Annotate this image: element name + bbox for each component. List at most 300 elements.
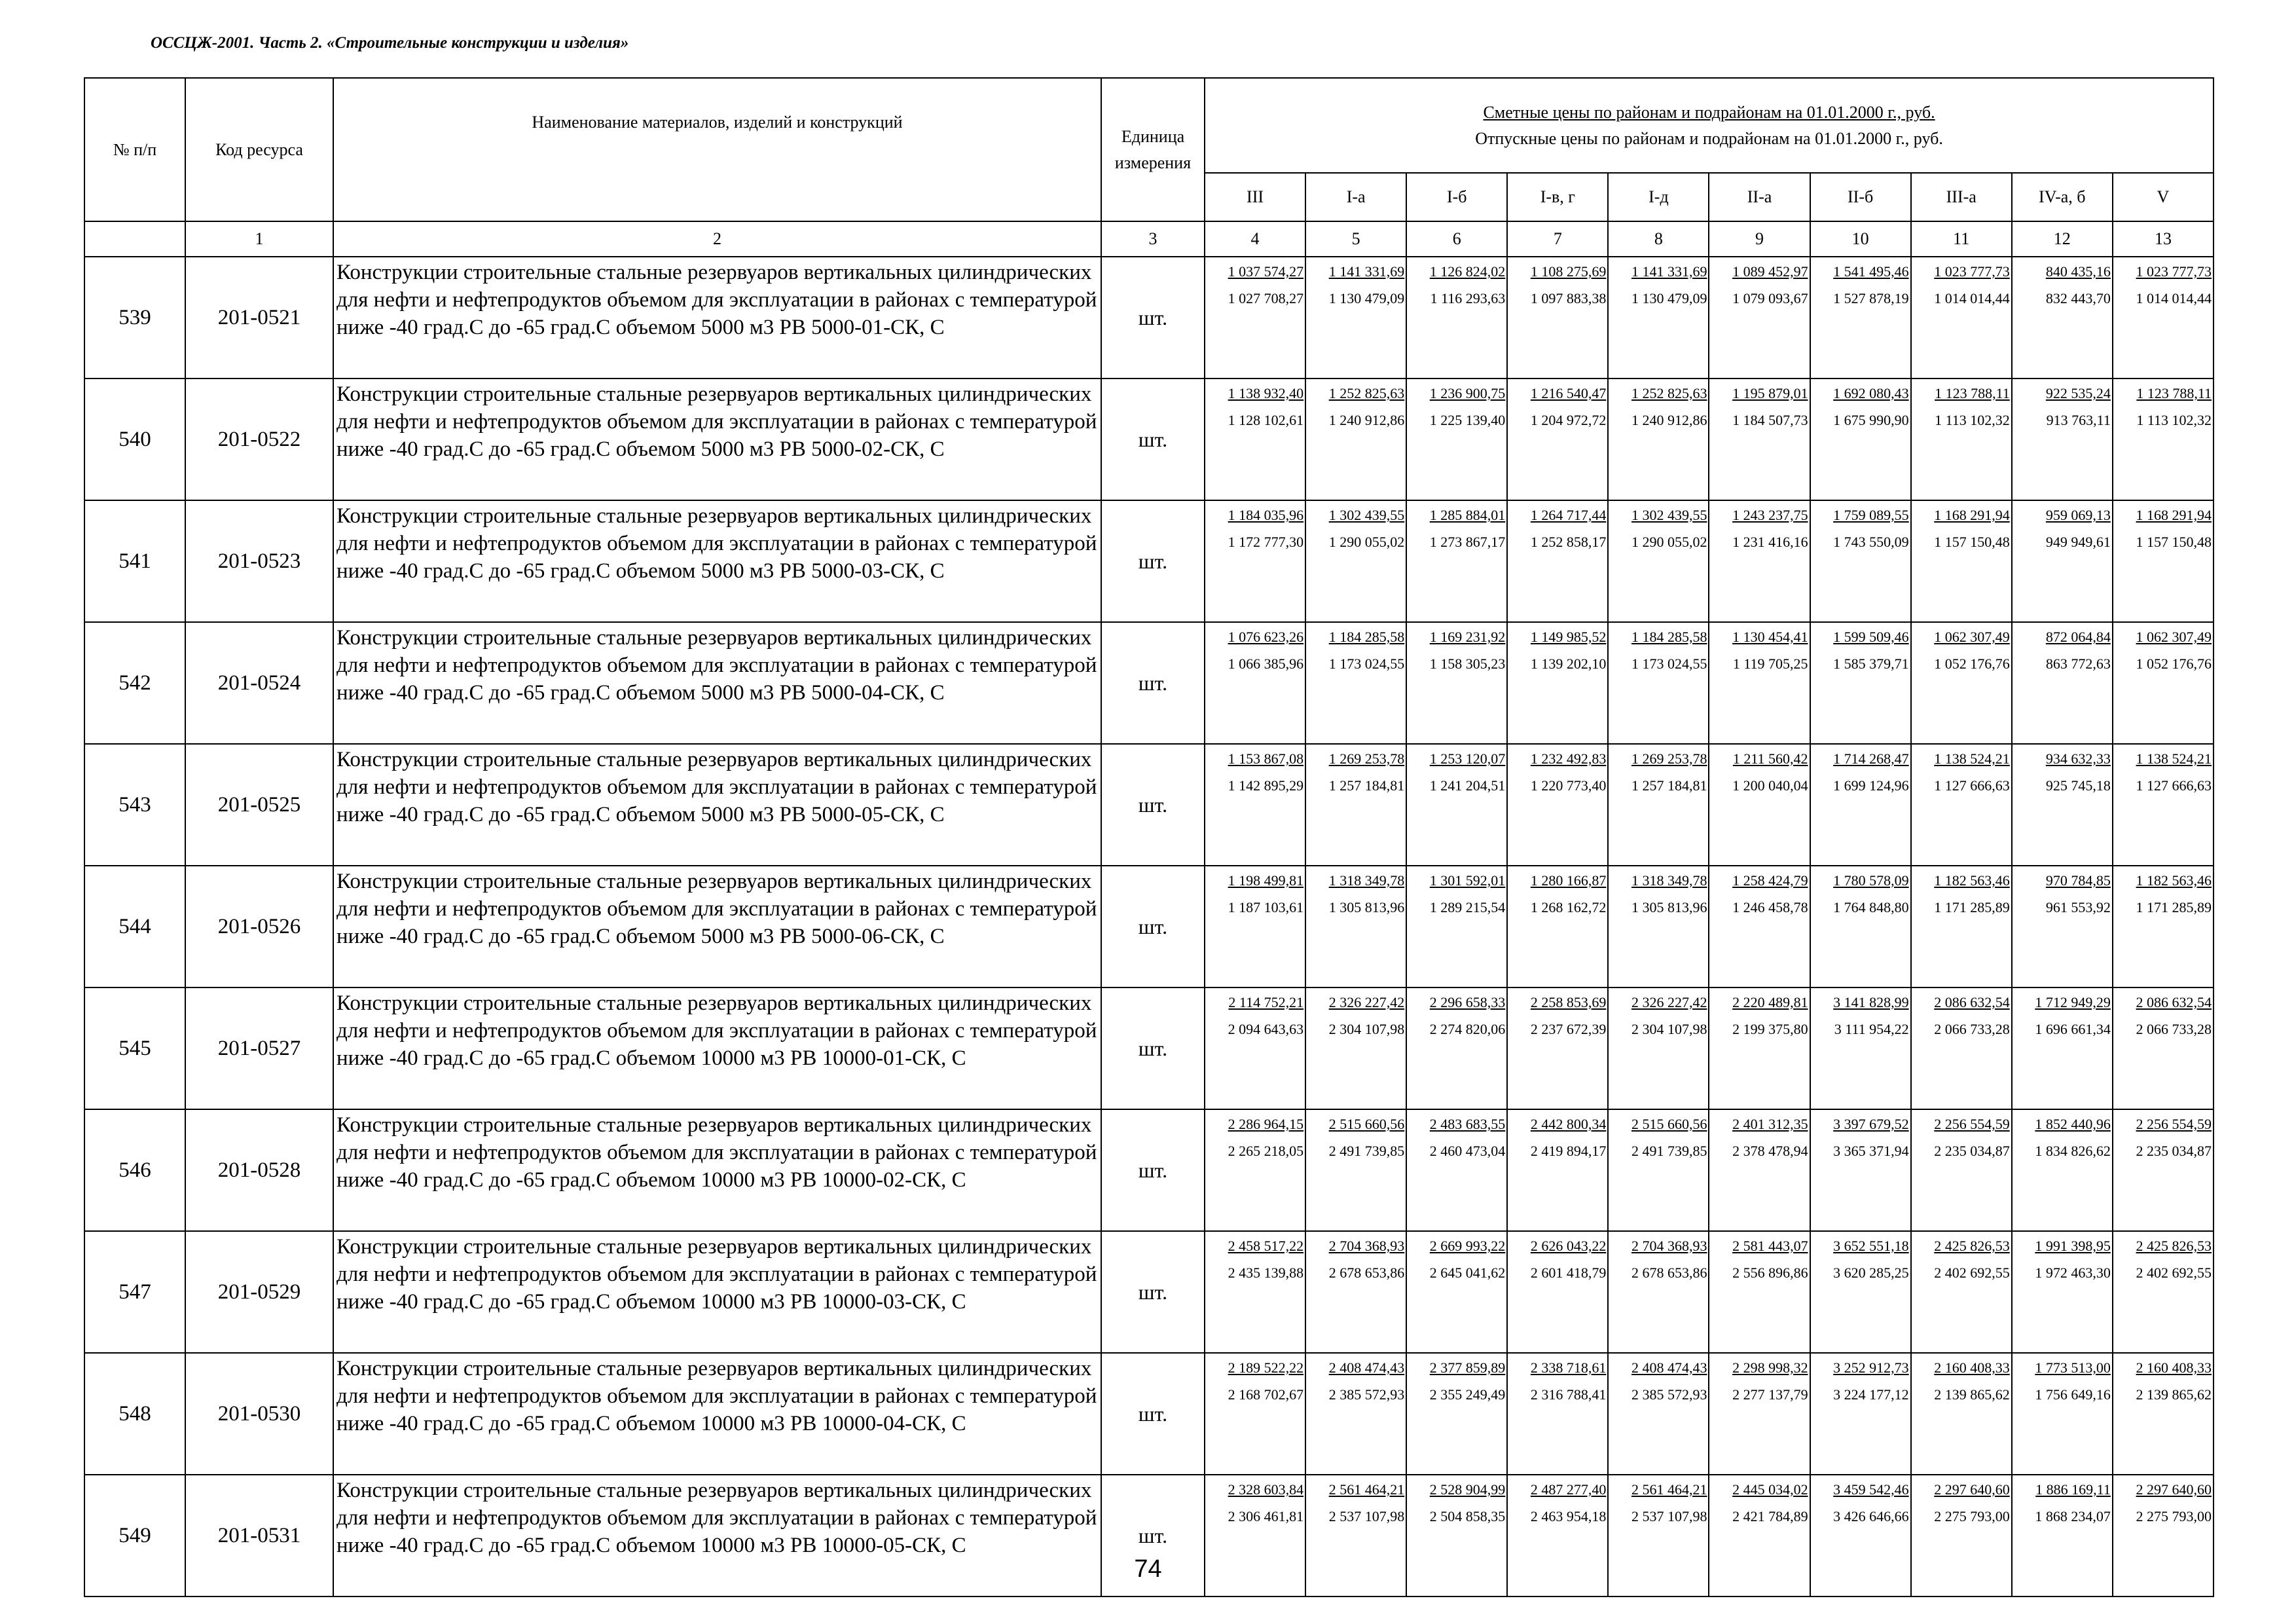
- price-cell: [1205, 378, 1305, 500]
- column-index: 5: [1305, 221, 1406, 257]
- estimate-price: 2 297 640,60: [1934, 1481, 2010, 1498]
- price-cell: [2113, 500, 2214, 622]
- price-cell: [1911, 1353, 2012, 1475]
- table-row: [84, 500, 2214, 622]
- price-cell: [2113, 1353, 2214, 1475]
- price-cell: [1608, 866, 1709, 987]
- estimate-price: 2 626 043,22: [1530, 1238, 1607, 1254]
- release-price: 1 972 463,30: [2035, 1264, 2111, 1281]
- item-name: Конструкции строительные стальные резервуаров вертикальных цилиндрических для нефти и нефтепродуктов объемом для эксплуатации в районах с температурой ниже -40 град.С до -65 град.С объемом 5000 м3 РВ 5000-01-СК, С: [333, 257, 1101, 378]
- price-cell: [1205, 987, 1305, 1109]
- release-price: 1 257 184,81: [1328, 777, 1405, 794]
- estimate-price: 1 198 499,81: [1228, 872, 1304, 889]
- release-price: 2 235 034,87: [2136, 1143, 2212, 1159]
- price-cell: [1911, 1231, 2012, 1353]
- price-cell: [1305, 257, 1406, 378]
- table-row: [84, 1353, 2214, 1475]
- price-cell: [1507, 866, 1608, 987]
- release-price: 2 419 894,17: [1530, 1143, 1607, 1159]
- release-price: 1 130 479,09: [1328, 290, 1405, 306]
- header-prices-release: Отпускные цены по районам и подрайонам на 01.01.2000 г., руб.: [1475, 128, 1943, 148]
- release-price: 1 139 202,10: [1530, 655, 1607, 672]
- row-number: 547: [84, 1231, 185, 1353]
- release-price: 2 265 218,05: [1228, 1143, 1304, 1159]
- table-row: [84, 744, 2214, 866]
- price-cell: [1205, 1353, 1305, 1475]
- estimate-price: 2 445 034,02: [1732, 1481, 1808, 1498]
- header-prices-estimate: Сметные цены по районам и подрайонам на 01.01.2000 г., руб.: [1483, 102, 1935, 122]
- release-price: 2 537 107,98: [1631, 1508, 1707, 1524]
- price-cell: [1810, 622, 1911, 744]
- release-price: 925 745,18: [2045, 777, 2111, 794]
- estimate-price: 2 704 368,93: [1631, 1238, 1707, 1254]
- resource-code: 201-0524: [185, 622, 333, 744]
- price-cell: [2012, 378, 2113, 500]
- release-price: 1 231 416,16: [1732, 534, 1808, 550]
- price-cell: [1911, 866, 2012, 987]
- price-cell: [1810, 1353, 1911, 1475]
- price-cell: [1911, 500, 2012, 622]
- price-cell: [1406, 1353, 1507, 1475]
- estimate-price: 1 269 253,78: [1631, 750, 1707, 767]
- release-price: 1 079 093,67: [1732, 290, 1808, 306]
- release-price: 1 027 708,27: [1228, 290, 1304, 306]
- price-cell: [1406, 1231, 1507, 1353]
- price-cell: [1810, 378, 1911, 500]
- estimate-price: 1 108 275,69: [1530, 263, 1607, 280]
- estimate-price: 1 712 949,29: [2035, 994, 2111, 1010]
- release-price: 1 014 014,44: [1934, 290, 2010, 306]
- release-price: 949 949,61: [2045, 534, 2111, 550]
- price-cell: [2113, 1109, 2214, 1231]
- release-price: 2 355 249,49: [1429, 1386, 1506, 1403]
- release-price: 2 385 572,93: [1631, 1386, 1707, 1403]
- header-region: III-а: [1911, 173, 2012, 221]
- release-price: 2 094 643,63: [1228, 1021, 1304, 1037]
- price-cell: [2113, 378, 2214, 500]
- release-price: 1 157 150,48: [2136, 534, 2212, 550]
- resource-code: 201-0523: [185, 500, 333, 622]
- release-price: 2 556 896,86: [1732, 1264, 1808, 1281]
- column-index: [84, 221, 185, 257]
- estimate-price: 2 561 464,21: [1328, 1481, 1405, 1498]
- estimate-price: 2 401 312,35: [1732, 1116, 1808, 1132]
- estimate-price: 1 318 349,78: [1328, 872, 1405, 889]
- release-price: 3 224 177,12: [1833, 1386, 1909, 1403]
- estimate-price: 1 714 268,47: [1833, 750, 1909, 767]
- table-row: [84, 257, 2214, 378]
- release-price: 1 172 777,30: [1228, 534, 1304, 550]
- release-price: 2 460 473,04: [1429, 1143, 1506, 1159]
- price-cell: [1305, 987, 1406, 1109]
- estimate-price: 1 168 291,94: [2136, 507, 2212, 523]
- estimate-price: 1 182 563,46: [2136, 872, 2212, 889]
- price-cell: [1406, 987, 1507, 1109]
- item-name: Конструкции строительные стальные резервуаров вертикальных цилиндрических для нефти и нефтепродуктов объемом для эксплуатации в районах с температурой ниже -40 град.С до -65 град.С объемом 10000 м3 РВ 10000-05-СК, С: [333, 1475, 1101, 1596]
- column-index: 8: [1608, 221, 1709, 257]
- estimate-price: 1 541 495,46: [1833, 263, 1909, 280]
- release-price: 1 173 024,55: [1631, 655, 1707, 672]
- table-row: [84, 987, 2214, 1109]
- release-price: 832 443,70: [2045, 290, 2111, 306]
- release-price: 2 678 653,86: [1328, 1264, 1405, 1281]
- header-region: V: [2113, 173, 2214, 221]
- price-cell: [1406, 500, 1507, 622]
- price-cell: [1709, 378, 1810, 500]
- item-name: Конструкции строительные стальные резервуаров вертикальных цилиндрических для нефти и нефтепродуктов объемом для эксплуатации в районах с температурой ниже -40 град.С до -65 град.С объемом 5000 м3 РВ 5000-06-СК, С: [333, 866, 1101, 987]
- estimate-price: 2 286 964,15: [1228, 1116, 1304, 1132]
- header-prices: [1205, 78, 2214, 173]
- resource-code: 201-0527: [185, 987, 333, 1109]
- header-region: II-б: [1810, 173, 1911, 221]
- estimate-price: 2 086 632,54: [2136, 994, 2212, 1010]
- release-price: 2 385 572,93: [1328, 1386, 1405, 1403]
- release-price: 1 257 184,81: [1631, 777, 1707, 794]
- row-number: 540: [84, 378, 185, 500]
- price-cell: [1305, 378, 1406, 500]
- estimate-price: 1 149 985,52: [1530, 629, 1607, 645]
- price-cell: [1205, 257, 1305, 378]
- price-cell: [1709, 1231, 1810, 1353]
- release-price: 2 304 107,98: [1631, 1021, 1707, 1037]
- price-cell: [1205, 744, 1305, 866]
- price-cell: [2113, 866, 2214, 987]
- price-cell: [1608, 257, 1709, 378]
- price-cell: [2012, 257, 2113, 378]
- item-name: Конструкции строительные стальные резервуаров вертикальных цилиндрических для нефти и нефтепродуктов объемом для эксплуатации в районах с температурой ниже -40 град.С до -65 град.С объемом 5000 м3 РВ 5000-05-СК, С: [333, 744, 1101, 866]
- estimate-price: 1 599 509,46: [1833, 629, 1909, 645]
- release-price: 1 764 848,80: [1833, 899, 1909, 915]
- estimate-price: 2 338 718,61: [1530, 1359, 1607, 1376]
- estimate-price: 2 256 554,59: [2136, 1116, 2212, 1132]
- price-cell: [1810, 1109, 1911, 1231]
- release-price: 1 127 666,63: [1934, 777, 2010, 794]
- price-cell: [1709, 500, 1810, 622]
- release-price: 1 834 826,62: [2035, 1143, 2111, 1159]
- price-cell: [1810, 987, 1911, 1109]
- estimate-price: 1 264 717,44: [1530, 507, 1607, 523]
- price-cell: [1406, 1109, 1507, 1231]
- header-unit: Единица измерения: [1101, 78, 1205, 221]
- header-region: I-б: [1406, 173, 1507, 221]
- header-region: IV-а, б: [2012, 173, 2113, 221]
- release-price: 1 113 102,32: [1935, 412, 2010, 428]
- estimate-price: 1 236 900,75: [1429, 385, 1506, 401]
- item-name: Конструкции строительные стальные резервуаров вертикальных цилиндрических для нефти и нефтепродуктов объемом для эксплуатации в районах с температурой ниже -40 град.С до -65 град.С объемом 10000 м3 РВ 10000-03-СК, С: [333, 1231, 1101, 1353]
- estimate-price: 2 515 660,56: [1328, 1116, 1405, 1132]
- release-price: 2 235 034,87: [1934, 1143, 2010, 1159]
- price-cell: [1911, 1109, 2012, 1231]
- estimate-price: 1 184 035,96: [1228, 507, 1304, 523]
- release-price: 1 756 649,16: [2035, 1386, 2111, 1403]
- price-cell: [1810, 257, 1911, 378]
- price-cell: [1305, 1109, 1406, 1231]
- estimate-price: 2 258 853,69: [1530, 994, 1607, 1010]
- price-cell: [1608, 622, 1709, 744]
- estimate-price: 1 184 285,58: [1328, 629, 1405, 645]
- release-price: 2 601 418,79: [1530, 1264, 1607, 1281]
- release-price: 2 402 692,55: [1934, 1264, 2010, 1281]
- release-price: 1 171 285,89: [2136, 899, 2212, 915]
- estimate-price: 1 302 439,55: [1328, 507, 1405, 523]
- estimate-price: 872 064,84: [2045, 629, 2111, 645]
- release-price: 3 620 285,25: [1833, 1264, 1909, 1281]
- price-cell: [1911, 378, 2012, 500]
- resource-code: 201-0528: [185, 1109, 333, 1231]
- estimate-price: 2 515 660,56: [1631, 1116, 1707, 1132]
- estimate-price: 2 220 489,81: [1732, 994, 1808, 1010]
- unit-of-measure: шт.: [1101, 1353, 1205, 1475]
- price-cell: [1608, 500, 1709, 622]
- price-cell: [1911, 257, 2012, 378]
- price-cell: [1205, 1109, 1305, 1231]
- price-cell: [1406, 744, 1507, 866]
- price-table: [84, 77, 2214, 1597]
- release-price: 2 277 137,79: [1732, 1386, 1808, 1403]
- column-index: 1: [185, 221, 333, 257]
- price-cell: [1810, 1231, 1911, 1353]
- release-price: 2 306 461,81: [1228, 1508, 1304, 1524]
- estimate-price: 3 141 828,99: [1833, 994, 1909, 1010]
- estimate-price: 970 784,85: [2045, 872, 2111, 889]
- release-price: 863 772,63: [2045, 655, 2111, 672]
- table-row: [84, 378, 2214, 500]
- release-price: 3 426 646,66: [1833, 1508, 1909, 1524]
- release-price: 961 553,92: [2045, 899, 2111, 915]
- estimate-price: 1 302 439,55: [1631, 507, 1707, 523]
- estimate-price: 2 425 826,53: [1934, 1238, 2010, 1254]
- release-price: 1 014 014,44: [2136, 290, 2212, 306]
- unit-of-measure: шт.: [1101, 866, 1205, 987]
- price-cell: [1507, 378, 1608, 500]
- price-cell: [2012, 744, 2113, 866]
- estimate-price: 2 442 800,34: [1530, 1116, 1607, 1132]
- release-price: 3 111 954,22: [1834, 1021, 1909, 1037]
- estimate-price: 1 216 540,47: [1530, 385, 1607, 401]
- release-price: 1 290 055,02: [1328, 534, 1405, 550]
- release-price: 2 491 739,85: [1328, 1143, 1405, 1159]
- release-price: 1 130 479,09: [1631, 290, 1707, 306]
- price-cell: [1406, 866, 1507, 987]
- estimate-price: 1 138 524,21: [2136, 750, 2212, 767]
- estimate-price: 1 037 574,27: [1228, 263, 1304, 280]
- price-cell: [2012, 866, 2113, 987]
- estimate-price: 1 232 492,83: [1530, 750, 1607, 767]
- estimate-price: 3 652 551,18: [1833, 1238, 1909, 1254]
- price-cell: [1810, 866, 1911, 987]
- estimate-price: 1 182 563,46: [1934, 872, 2010, 889]
- estimate-price: 2 160 408,33: [2136, 1359, 2212, 1376]
- estimate-price: 1 023 777,73: [1934, 263, 2010, 280]
- estimate-price: 1 252 825,63: [1631, 385, 1707, 401]
- unit-of-measure: шт.: [1101, 1109, 1205, 1231]
- estimate-price: 1 773 513,00: [2035, 1359, 2111, 1376]
- estimate-price: 1 126 824,02: [1429, 263, 1506, 280]
- price-cell: [1709, 987, 1810, 1109]
- release-price: 2 139 865,62: [1934, 1386, 2010, 1403]
- release-price: 1 127 666,63: [2136, 777, 2212, 794]
- header-region: I-д: [1608, 173, 1709, 221]
- release-price: 2 402 692,55: [2136, 1264, 2212, 1281]
- estimate-price: 2 425 826,53: [2136, 1238, 2212, 1254]
- release-price: 1 097 883,38: [1530, 290, 1607, 306]
- item-name: Конструкции строительные стальные резервуаров вертикальных цилиндрических для нефти и нефтепродуктов объемом для эксплуатации в районах с температурой ниже -40 град.С до -65 град.С объемом 5000 м3 РВ 5000-04-СК, С: [333, 622, 1101, 744]
- row-number: 541: [84, 500, 185, 622]
- price-cell: [2113, 622, 2214, 744]
- release-price: 1 184 507,73: [1732, 412, 1808, 428]
- price-cell: [1205, 500, 1305, 622]
- estimate-price: 1 184 285,58: [1631, 629, 1707, 645]
- column-index: 3: [1101, 221, 1205, 257]
- unit-of-measure: шт.: [1101, 744, 1205, 866]
- release-price: 2 304 107,98: [1328, 1021, 1405, 1037]
- release-price: 2 168 702,67: [1228, 1386, 1304, 1403]
- price-cell: [1305, 744, 1406, 866]
- estimate-price: 2 408 474,43: [1328, 1359, 1405, 1376]
- estimate-price: 1 141 331,69: [1328, 263, 1405, 280]
- release-price: 1 585 379,71: [1833, 655, 1909, 672]
- item-name: Конструкции строительные стальные резервуаров вертикальных цилиндрических для нефти и нефтепродуктов объемом для эксплуатации в районах с температурой ниже -40 град.С до -65 град.С объемом 10000 м3 РВ 10000-01-СК, С: [333, 987, 1101, 1109]
- price-cell: [1205, 866, 1305, 987]
- estimate-price: 1 252 825,63: [1328, 385, 1405, 401]
- release-price: 1 696 661,34: [2035, 1021, 2111, 1037]
- release-price: 2 435 139,88: [1228, 1264, 1304, 1281]
- resource-code: 201-0531: [185, 1475, 333, 1596]
- resource-code: 201-0530: [185, 1353, 333, 1475]
- release-price: 1 246 458,78: [1732, 899, 1808, 915]
- release-price: 2 237 672,39: [1530, 1021, 1607, 1037]
- estimate-price: 1 076 623,26: [1228, 629, 1304, 645]
- estimate-price: 1 269 253,78: [1328, 750, 1405, 767]
- estimate-price: 2 561 464,21: [1631, 1481, 1707, 1498]
- release-price: 2 378 478,94: [1732, 1143, 1808, 1159]
- release-price: 1 158 305,23: [1429, 655, 1506, 672]
- column-index: 13: [2113, 221, 2214, 257]
- release-price: 1 305 813,96: [1328, 899, 1405, 915]
- estimate-price: 1 153 867,08: [1228, 750, 1304, 767]
- price-cell: [1406, 257, 1507, 378]
- estimate-price: 1 780 578,09: [1833, 872, 1909, 889]
- estimate-price: 2 086 632,54: [1934, 994, 2010, 1010]
- release-price: 1 273 867,17: [1429, 534, 1506, 550]
- estimate-price: 1 285 884,01: [1429, 507, 1506, 523]
- estimate-price: 3 459 542,46: [1833, 1481, 1909, 1498]
- release-price: 2 199 375,80: [1732, 1021, 1808, 1037]
- release-price: 1 187 103,61: [1228, 899, 1304, 915]
- price-cell: [1305, 500, 1406, 622]
- estimate-price: 1 130 454,41: [1732, 629, 1808, 645]
- release-price: 913 763,11: [2046, 412, 2111, 428]
- estimate-price: 1 692 080,43: [1833, 385, 1909, 401]
- item-name: Конструкции строительные стальные резервуаров вертикальных цилиндрических для нефти и нефтепродуктов объемом для эксплуатации в районах с температурой ниже -40 град.С до -65 град.С объемом 5000 м3 РВ 5000-02-СК, С: [333, 378, 1101, 500]
- release-price: 1 252 858,17: [1530, 534, 1607, 550]
- unit-of-measure: шт.: [1101, 500, 1205, 622]
- estimate-price: 3 397 679,52: [1833, 1116, 1909, 1132]
- estimate-price: 922 535,24: [2045, 385, 2111, 401]
- estimate-price: 2 297 640,60: [2136, 1481, 2212, 1498]
- release-price: 1 128 102,61: [1228, 412, 1304, 428]
- release-price: 1 119 705,25: [1732, 655, 1808, 672]
- row-number: 542: [84, 622, 185, 744]
- release-price: 2 463 954,18: [1530, 1508, 1607, 1524]
- estimate-price: 2 189 522,22: [1228, 1359, 1304, 1376]
- price-cell: [1507, 987, 1608, 1109]
- release-price: 2 645 041,62: [1429, 1264, 1506, 1281]
- price-cell: [1709, 1353, 1810, 1475]
- price-cell: [2012, 1353, 2113, 1475]
- estimate-price: 2 377 859,89: [1429, 1359, 1506, 1376]
- price-cell: [1911, 987, 2012, 1109]
- estimate-price: 1 991 398,95: [2035, 1238, 2111, 1254]
- unit-of-measure: шт.: [1101, 987, 1205, 1109]
- document-header: ОССЦЖ-2001. Часть 2. «Строительные конструкции и изделия»: [151, 34, 629, 52]
- release-price: 2 275 793,00: [1934, 1508, 2010, 1524]
- header-num: № п/п: [84, 78, 185, 221]
- price-cell: [2113, 987, 2214, 1109]
- release-price: 1 290 055,02: [1631, 534, 1707, 550]
- unit-of-measure: шт.: [1101, 1231, 1205, 1353]
- price-cell: [1507, 257, 1608, 378]
- row-number: 549: [84, 1475, 185, 1596]
- estimate-price: 1 301 592,01: [1429, 872, 1506, 889]
- column-index: 10: [1810, 221, 1911, 257]
- price-cell: [2012, 987, 2113, 1109]
- release-price: 2 491 739,85: [1631, 1143, 1707, 1159]
- price-cell: [1507, 500, 1608, 622]
- estimate-price: 1 168 291,94: [1934, 507, 2010, 523]
- price-cell: [1608, 744, 1709, 866]
- release-price: 1 699 124,96: [1833, 777, 1909, 794]
- column-index: 11: [1911, 221, 2012, 257]
- item-name: Конструкции строительные стальные резервуаров вертикальных цилиндрических для нефти и нефтепродуктов объемом для эксплуатации в районах с температурой ниже -40 град.С до -65 град.С объемом 5000 м3 РВ 5000-03-СК, С: [333, 500, 1101, 622]
- estimate-price: 2 581 443,07: [1732, 1238, 1808, 1254]
- estimate-price: 1 852 440,96: [2035, 1116, 2111, 1132]
- release-price: 1 743 550,09: [1833, 534, 1909, 550]
- price-cell: [2113, 257, 2214, 378]
- estimate-price: 1 759 089,55: [1833, 507, 1909, 523]
- price-cell: [1709, 622, 1810, 744]
- estimate-price: 1 138 524,21: [1934, 750, 2010, 767]
- estimate-price: 1 023 777,73: [2136, 263, 2212, 280]
- release-price: 2 066 733,28: [2136, 1021, 2212, 1037]
- header-region: I-а: [1305, 173, 1406, 221]
- estimate-price: 2 704 368,93: [1328, 1238, 1405, 1254]
- release-price: 1 052 176,76: [1934, 655, 2010, 672]
- release-price: 1 113 102,32: [2136, 412, 2212, 428]
- estimate-price: 1 253 120,07: [1429, 750, 1506, 767]
- release-price: 1 225 139,40: [1429, 412, 1506, 428]
- estimate-price: 840 435,16: [2045, 263, 2111, 280]
- header-code: Код ресурса: [185, 78, 333, 221]
- price-cell: [2012, 500, 2113, 622]
- estimate-price: 1 169 231,92: [1429, 629, 1506, 645]
- price-cell: [1305, 866, 1406, 987]
- estimate-price: 959 069,13: [2045, 507, 2111, 523]
- release-price: 1 220 773,40: [1530, 777, 1607, 794]
- header-name: Наименование материалов, изделий и конструкций: [333, 78, 1101, 221]
- estimate-price: 1 123 788,11: [2136, 385, 2212, 401]
- row-number: 539: [84, 257, 185, 378]
- release-price: 1 240 912,86: [1631, 412, 1707, 428]
- resource-code: 201-0521: [185, 257, 333, 378]
- estimate-price: 2 408 474,43: [1631, 1359, 1707, 1376]
- estimate-price: 2 458 517,22: [1228, 1238, 1304, 1254]
- price-cell: [2012, 622, 2113, 744]
- column-index: 12: [2012, 221, 2113, 257]
- price-cell: [1305, 1231, 1406, 1353]
- estimate-price: 1 280 166,87: [1530, 872, 1607, 889]
- price-cell: [1709, 744, 1810, 866]
